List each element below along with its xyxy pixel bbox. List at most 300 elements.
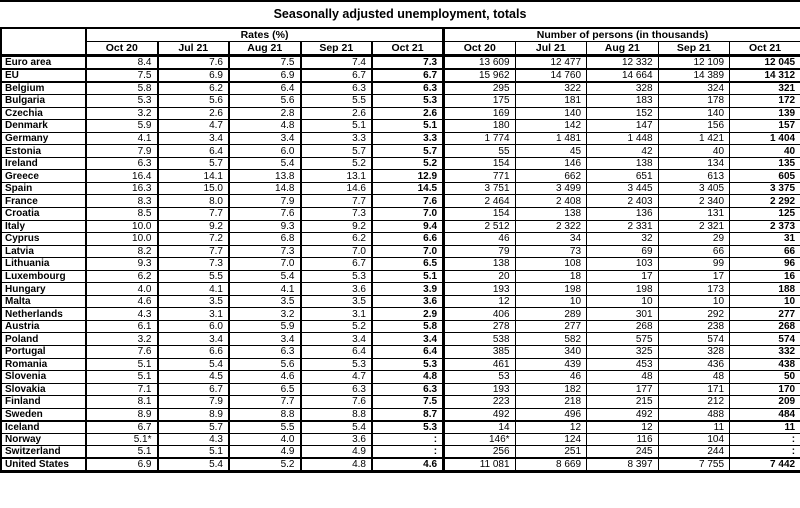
rate-cell: 2.6 (158, 107, 230, 120)
country-label: EU (1, 69, 86, 82)
persons-cell: 1 774 (444, 132, 516, 145)
rate-cell: 6.2 (158, 82, 230, 95)
rate-cell: 4.7 (158, 120, 230, 133)
rate-cell: 5.8 (372, 320, 444, 333)
persons-cell: 154 (444, 207, 516, 220)
rate-cell: 4.8 (229, 120, 301, 133)
rate-cell: 6.5 (372, 258, 444, 271)
month-header: Oct 21 (730, 42, 800, 56)
persons-cell: 575 (587, 333, 659, 346)
rate-cell: 6.0 (158, 320, 230, 333)
rate-cell: 6.7 (301, 258, 373, 271)
persons-cell: 385 (444, 345, 516, 358)
table-row (1, 95, 800, 108)
country-label: Belgium (1, 82, 86, 95)
persons-cell: 175 (444, 95, 516, 108)
table-row (1, 82, 800, 95)
persons-cell: 170 (730, 383, 800, 396)
persons-cell: 496 (515, 408, 587, 421)
persons-cell: 2 292 (730, 195, 800, 208)
persons-cell: 55 (444, 145, 516, 158)
table-row (1, 283, 800, 296)
rate-cell: 5.9 (229, 320, 301, 333)
rate-cell: 7.9 (229, 195, 301, 208)
persons-cell: 157 (730, 120, 800, 133)
rate-cell: 10.0 (86, 233, 158, 246)
persons-cell: 439 (515, 358, 587, 371)
persons-cell: 12 332 (587, 56, 659, 70)
table-row (1, 157, 800, 170)
persons-cell: 328 (658, 345, 730, 358)
persons-cell: 244 (658, 446, 730, 459)
persons-cell: 69 (587, 245, 659, 258)
persons-cell: 295 (444, 82, 516, 95)
rate-cell: 15.0 (158, 182, 230, 195)
rate-cell: 7.6 (372, 195, 444, 208)
rate-cell: 7.6 (158, 56, 230, 70)
persons-cell: 96 (730, 258, 800, 271)
persons-cell: 182 (515, 383, 587, 396)
rate-cell: 5.1 (86, 358, 158, 371)
rate-cell: 16.3 (86, 182, 158, 195)
country-label: Netherlands (1, 308, 86, 321)
rate-cell: 3.4 (229, 132, 301, 145)
rate-cell: 2.6 (372, 107, 444, 120)
rate-cell: 8.2 (86, 245, 158, 258)
table-row (1, 120, 800, 133)
rate-cell: 5.1* (86, 433, 158, 446)
persons-cell: 605 (730, 170, 800, 183)
persons-cell: 46 (444, 233, 516, 246)
persons-cell: 3 445 (587, 182, 659, 195)
persons-cell: 42 (587, 145, 659, 158)
persons-cell: 11 (730, 421, 800, 434)
persons-cell: 172 (730, 95, 800, 108)
rate-cell: 3.4 (372, 333, 444, 346)
month-header: Oct 21 (372, 42, 444, 56)
persons-cell: 108 (515, 258, 587, 271)
rate-cell: 4.5 (158, 371, 230, 384)
persons-cell: 12 045 (730, 56, 800, 70)
persons-cell: 461 (444, 358, 516, 371)
rate-cell: 7.7 (301, 195, 373, 208)
persons-cell: 2 340 (658, 195, 730, 208)
persons-cell: 492 (444, 408, 516, 421)
persons-cell: 181 (515, 95, 587, 108)
rate-cell: 4.0 (86, 283, 158, 296)
persons-cell: 212 (658, 396, 730, 409)
table-row (1, 383, 800, 396)
persons-cell: 140 (658, 107, 730, 120)
rate-cell: 5.1 (86, 446, 158, 459)
persons-cell: 48 (658, 371, 730, 384)
country-label: Iceland (1, 421, 86, 434)
table-row (1, 345, 800, 358)
rate-cell: 7.3 (301, 207, 373, 220)
rate-cell: 4.0 (229, 433, 301, 446)
month-header: Jul 21 (515, 42, 587, 56)
persons-cell: 292 (658, 308, 730, 321)
rate-cell: 5.1 (86, 371, 158, 384)
rate-cell: 8.9 (86, 408, 158, 421)
persons-cell: 2 322 (515, 220, 587, 233)
persons-cell: 2 321 (658, 220, 730, 233)
rate-cell: 5.2 (301, 157, 373, 170)
country-label: Norway (1, 433, 86, 446)
rate-cell: 5.8 (86, 82, 158, 95)
persons-cell: 14 664 (587, 69, 659, 82)
persons-cell: 2 403 (587, 195, 659, 208)
section-header-row (1, 28, 800, 42)
persons-cell: 104 (658, 433, 730, 446)
month-header: Aug 21 (229, 42, 301, 56)
persons-cell: 169 (444, 107, 516, 120)
persons-cell: 209 (730, 396, 800, 409)
table-row (1, 195, 800, 208)
country-label: Austria (1, 320, 86, 333)
persons-cell: 183 (587, 95, 659, 108)
rate-cell: 3.2 (229, 308, 301, 321)
persons-cell: 147 (587, 120, 659, 133)
table-row (1, 207, 800, 220)
rate-cell: 5.5 (229, 421, 301, 434)
rate-cell: 8.4 (86, 56, 158, 70)
rate-cell: 5.9 (86, 120, 158, 133)
persons-cell: 198 (587, 283, 659, 296)
persons-cell: 10 (515, 295, 587, 308)
table-row (1, 358, 800, 371)
section-header-rates: Rates (%) (86, 28, 444, 42)
rate-cell: 5.4 (158, 358, 230, 371)
persons-cell: 2 373 (730, 220, 800, 233)
rate-cell: 9.4 (372, 220, 444, 233)
table-row (1, 245, 800, 258)
table-row (1, 295, 800, 308)
rate-cell: 8.5 (86, 207, 158, 220)
rate-cell: 3.6 (301, 283, 373, 296)
persons-cell: 332 (730, 345, 800, 358)
rate-cell: 6.4 (229, 82, 301, 95)
rate-cell: 6.5 (229, 383, 301, 396)
country-label: Malta (1, 295, 86, 308)
rate-cell: 4.9 (229, 446, 301, 459)
rate-cell: 7.7 (158, 245, 230, 258)
rate-cell: 3.2 (86, 107, 158, 120)
persons-cell: 125 (730, 207, 800, 220)
persons-cell: 124 (515, 433, 587, 446)
persons-cell: 1 481 (515, 132, 587, 145)
persons-cell: 321 (730, 82, 800, 95)
country-label: Ireland (1, 157, 86, 170)
table-row (1, 408, 800, 421)
rate-cell: 3.6 (301, 433, 373, 446)
rate-cell: 7.9 (86, 145, 158, 158)
persons-cell: 180 (444, 120, 516, 133)
persons-cell: 14 389 (658, 69, 730, 82)
table-row (1, 320, 800, 333)
country-label: Portugal (1, 345, 86, 358)
persons-cell: 2 512 (444, 220, 516, 233)
persons-cell: 135 (730, 157, 800, 170)
persons-cell: 256 (444, 446, 516, 459)
persons-cell: 10 (730, 295, 800, 308)
rate-cell: 2.6 (301, 107, 373, 120)
persons-cell: 139 (730, 107, 800, 120)
persons-cell: 10 (587, 295, 659, 308)
rate-cell: 6.3 (86, 157, 158, 170)
persons-cell: 14 (444, 421, 516, 434)
rate-cell: : (372, 446, 444, 459)
persons-cell: 177 (587, 383, 659, 396)
rate-cell: 6.4 (158, 145, 230, 158)
persons-cell: 79 (444, 245, 516, 258)
persons-cell: 45 (515, 145, 587, 158)
rate-cell: 6.9 (158, 69, 230, 82)
table-row (1, 421, 800, 434)
table-row (1, 132, 800, 145)
persons-cell: 324 (658, 82, 730, 95)
rate-cell: 6.2 (301, 233, 373, 246)
persons-cell: 173 (658, 283, 730, 296)
persons-cell: 11 081 (444, 458, 516, 472)
persons-cell: 50 (730, 371, 800, 384)
table-row (1, 371, 800, 384)
rate-cell: 14.6 (301, 182, 373, 195)
month-header-row (1, 42, 800, 56)
persons-cell: 7 442 (730, 458, 800, 472)
rate-cell: 2.8 (229, 107, 301, 120)
rate-cell: 3.2 (86, 333, 158, 346)
persons-cell: 10 (658, 295, 730, 308)
rate-cell: 3.4 (158, 132, 230, 145)
rate-cell: 3.6 (372, 295, 444, 308)
persons-cell: 16 (730, 270, 800, 283)
rate-cell: 5.1 (158, 446, 230, 459)
persons-cell: 142 (515, 120, 587, 133)
rate-cell: 5.3 (86, 95, 158, 108)
rate-cell: 3.4 (158, 333, 230, 346)
persons-cell: 613 (658, 170, 730, 183)
rate-cell: 5.1 (372, 270, 444, 283)
country-label: Bulgaria (1, 95, 86, 108)
rate-cell: 6.3 (229, 345, 301, 358)
country-label: Luxembourg (1, 270, 86, 283)
rate-cell: 5.3 (301, 270, 373, 283)
table-row (1, 270, 800, 283)
persons-cell: 17 (658, 270, 730, 283)
persons-cell: 13 609 (444, 56, 516, 70)
rate-cell: 4.6 (229, 371, 301, 384)
rate-cell: 5.7 (158, 421, 230, 434)
country-label: Slovakia (1, 383, 86, 396)
rate-cell: 5.2 (301, 320, 373, 333)
rate-cell: 5.6 (229, 358, 301, 371)
rate-cell: 8.9 (158, 408, 230, 421)
country-label: Croatia (1, 207, 86, 220)
persons-cell: 8 397 (587, 458, 659, 472)
persons-cell: 268 (730, 320, 800, 333)
persons-cell: 103 (587, 258, 659, 271)
rate-cell: 16.4 (86, 170, 158, 183)
rate-cell: 4.6 (86, 295, 158, 308)
persons-cell: 171 (658, 383, 730, 396)
table-row (1, 56, 800, 70)
country-label: Lithuania (1, 258, 86, 271)
rate-cell: 4.6 (372, 458, 444, 472)
persons-cell: 12 109 (658, 56, 730, 70)
country-label: Latvia (1, 245, 86, 258)
rate-cell: 6.3 (372, 383, 444, 396)
rate-cell: 6.9 (86, 458, 158, 472)
rate-cell: 6.7 (158, 383, 230, 396)
rate-cell: 7.0 (372, 207, 444, 220)
persons-cell: 436 (658, 358, 730, 371)
rate-cell: 10.0 (86, 220, 158, 233)
rate-cell: 8.7 (372, 408, 444, 421)
persons-cell: 7 755 (658, 458, 730, 472)
persons-cell: 29 (658, 233, 730, 246)
page-title: Seasonally adjusted unemployment, totals (273, 7, 527, 21)
persons-cell: 1 404 (730, 132, 800, 145)
rate-cell: 5.3 (372, 421, 444, 434)
persons-cell: 66 (730, 245, 800, 258)
table-row (1, 170, 800, 183)
rate-cell: 7.4 (301, 56, 373, 70)
unemployment-table (0, 27, 800, 473)
rate-cell: 4.8 (301, 458, 373, 472)
persons-cell: 152 (587, 107, 659, 120)
persons-cell: 651 (587, 170, 659, 183)
country-label: Denmark (1, 120, 86, 133)
rate-cell: 8.3 (86, 195, 158, 208)
table-row (1, 433, 800, 446)
rate-cell: 5.7 (372, 145, 444, 158)
rate-cell: 5.3 (372, 95, 444, 108)
persons-cell: 14 760 (515, 69, 587, 82)
table-row (1, 396, 800, 409)
country-label: Greece (1, 170, 86, 183)
persons-cell: 277 (730, 308, 800, 321)
country-label: Czechia (1, 107, 86, 120)
country-label: Estonia (1, 145, 86, 158)
table-row (1, 69, 800, 82)
rate-cell: 9.2 (301, 220, 373, 233)
rate-cell: 7.6 (86, 345, 158, 358)
persons-cell: 215 (587, 396, 659, 409)
table-row (1, 107, 800, 120)
rate-cell: 6.7 (301, 69, 373, 82)
rate-cell: 5.5 (158, 270, 230, 283)
country-label: Romania (1, 358, 86, 371)
rate-cell: 13.1 (301, 170, 373, 183)
persons-cell: 771 (444, 170, 516, 183)
rate-cell: 3.3 (301, 132, 373, 145)
country-label: Cyprus (1, 233, 86, 246)
rate-cell: 7.7 (158, 207, 230, 220)
persons-cell: 488 (658, 408, 730, 421)
persons-cell: 582 (515, 333, 587, 346)
rate-cell: 4.8 (372, 371, 444, 384)
persons-cell: 178 (658, 95, 730, 108)
persons-cell: 17 (587, 270, 659, 283)
persons-cell: 14 312 (730, 69, 800, 82)
corner-cell (1, 28, 86, 56)
month-header: Oct 20 (86, 42, 158, 56)
persons-cell: 131 (658, 207, 730, 220)
persons-cell: 438 (730, 358, 800, 371)
country-label: Italy (1, 220, 86, 233)
persons-cell: 289 (515, 308, 587, 321)
persons-cell: 8 669 (515, 458, 587, 472)
rate-cell: 5.1 (301, 120, 373, 133)
month-header: Sep 21 (301, 42, 373, 56)
persons-cell: 193 (444, 283, 516, 296)
persons-cell: 325 (587, 345, 659, 358)
rate-cell: 4.3 (86, 308, 158, 321)
rate-cell: : (372, 433, 444, 446)
rate-cell: 7.1 (86, 383, 158, 396)
persons-cell: 406 (444, 308, 516, 321)
persons-cell: 245 (587, 446, 659, 459)
rate-cell: 4.7 (301, 371, 373, 384)
month-header: Sep 21 (658, 42, 730, 56)
country-label: Spain (1, 182, 86, 195)
table-header (1, 28, 800, 56)
rate-cell: 3.1 (301, 308, 373, 321)
rate-cell: 7.6 (301, 396, 373, 409)
persons-cell: 134 (658, 157, 730, 170)
persons-cell: 538 (444, 333, 516, 346)
rate-cell: 3.9 (372, 283, 444, 296)
rate-cell: 6.4 (372, 345, 444, 358)
rate-cell: 3.5 (229, 295, 301, 308)
rate-cell: 5.4 (229, 157, 301, 170)
rate-cell: 7.9 (158, 396, 230, 409)
rate-cell: 12.9 (372, 170, 444, 183)
persons-cell: : (730, 446, 800, 459)
rate-cell: 5.4 (229, 270, 301, 283)
persons-cell: 34 (515, 233, 587, 246)
rate-cell: 4.1 (158, 283, 230, 296)
table-row (1, 446, 800, 459)
rate-cell: 7.6 (229, 207, 301, 220)
persons-cell: 46 (515, 371, 587, 384)
rate-cell: 7.2 (158, 233, 230, 246)
rate-cell: 6.2 (86, 270, 158, 283)
rate-cell: 6.6 (372, 233, 444, 246)
country-label: Finland (1, 396, 86, 409)
persons-cell: 193 (444, 383, 516, 396)
persons-cell: 277 (515, 320, 587, 333)
rate-cell: 6.7 (86, 421, 158, 434)
persons-cell: 1 421 (658, 132, 730, 145)
month-header: Oct 20 (444, 42, 516, 56)
table-row (1, 233, 800, 246)
persons-cell: 66 (658, 245, 730, 258)
rate-cell: 6.7 (372, 69, 444, 82)
country-label: Euro area (1, 56, 86, 70)
rate-cell: 7.0 (301, 245, 373, 258)
persons-cell: 140 (515, 107, 587, 120)
table-row (1, 220, 800, 233)
rate-cell: 6.3 (301, 383, 373, 396)
rate-cell: 3.3 (372, 132, 444, 145)
persons-cell: 301 (587, 308, 659, 321)
rate-cell: 7.5 (372, 396, 444, 409)
persons-cell: 40 (658, 145, 730, 158)
persons-cell: 12 (515, 421, 587, 434)
month-header: Aug 21 (587, 42, 659, 56)
